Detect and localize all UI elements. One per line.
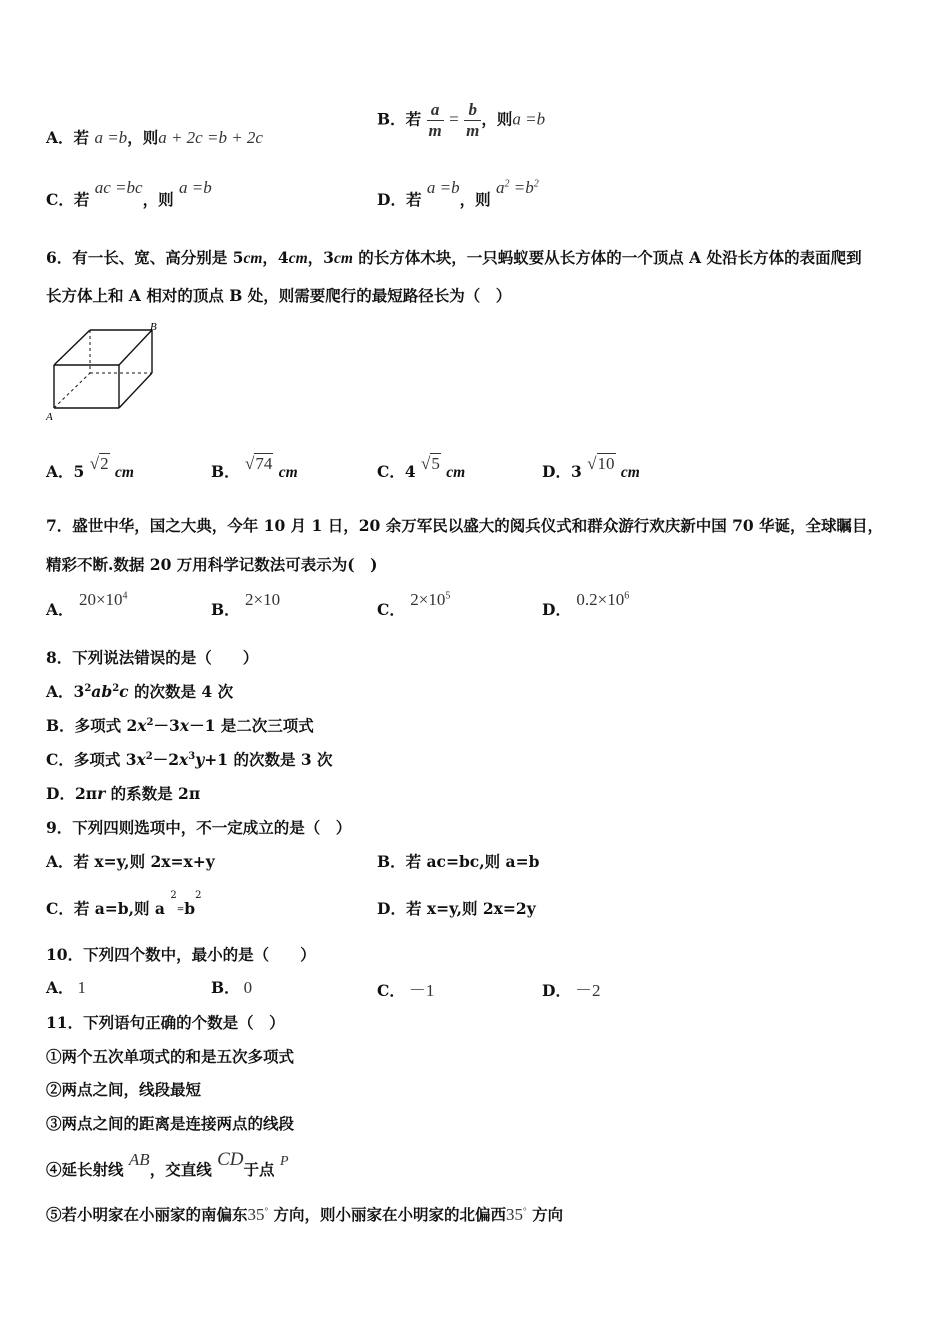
q10-option-a: A． 1	[46, 978, 87, 997]
q8-option-a: A．$3^2ab^2c$ 的次数是 4 次	[46, 682, 234, 701]
q6-option-b: B． √74 cm	[211, 454, 298, 481]
q8-option-c: C．多项式 $3x^2-2x^3y+1$ 的次数是 3 次	[46, 750, 333, 769]
q11-title: 11．下列语句正确的个数是（ ）	[46, 1013, 285, 1032]
cuboid-edge	[119, 330, 152, 365]
q6-stem-line1: 6．有一长、宽、高分别是 5cm，4cm，3cm 的长方体木块，一只蚂蚁要从长方体的一个顶点 A 处沿长方体的表面爬到	[46, 248, 862, 267]
q7-stem-line2: 精彩不断.数据 20 万用科学记数法可表示为( )	[46, 555, 378, 574]
vertex-label-b: B	[150, 321, 157, 333]
q6-option-a: A．5 √2 cm	[46, 454, 134, 481]
q5-a-conclusion: a + 2c =b + 2c	[158, 128, 263, 147]
q11-statement-3: ③两点之间的距离是连接两点的线段	[46, 1114, 295, 1133]
cuboid-hidden-edge	[54, 373, 90, 408]
q10-option-d: D． －2	[542, 981, 601, 1000]
cuboid-edge	[54, 330, 90, 365]
q5-b-fraction-right: $\frac{b}{m}$	[466, 100, 480, 140]
q8-option-b: B．多项式 $2x^2-3x-1$ 是二次三项式	[46, 716, 314, 735]
q11-statement-5: ⑤若小明家在小丽家的南偏东35° 方向，则小丽家在小明家的北偏西35° 方向	[46, 1205, 564, 1224]
q10-option-c: C． －1	[377, 981, 435, 1000]
q9-option-a: A．若 x=y,则 2x=x+y	[46, 852, 215, 871]
q6-option-d: D．3 √10 cm	[542, 454, 640, 481]
q6-option-c: C．4 √5 cm	[377, 454, 466, 481]
q7-option-a: A． $20\times 10^4$	[46, 590, 128, 619]
q7-option-b: B． 2×10	[211, 590, 281, 619]
cuboid-figure	[44, 320, 168, 424]
q9-title: 9．下列四则选项中，不一定成立的是（ ）	[46, 818, 352, 837]
q11-statement-1: ①两个五次单项式的和是五次多项式	[46, 1047, 295, 1066]
q5-option-b: B．若 $\frac{a}{m}$ = $\frac{b}{m}$ ，则a =b	[377, 100, 546, 140]
q5-b-fraction-left: $\frac{a}{m}$	[428, 100, 442, 140]
q11-statement-4: ④延长射线 AB，交直线 CD于点 P	[46, 1149, 289, 1179]
q5-option-a: A．若 a =b，则a + 2c =b + 2c	[46, 128, 263, 147]
q7-option-d: D． $0.2\times 10^6$	[542, 590, 630, 619]
q8-option-d: D．2πr 的系数是 2π	[46, 784, 201, 803]
q5-option-d: D．若 a =b，则 $a^2 =b^2$	[377, 178, 539, 209]
q5-option-c: C．若 ac =bc，则 a =b	[46, 178, 212, 209]
q11-statement-2: ②两点之间，线段最短	[46, 1080, 202, 1099]
q9-option-b: B．若 ac=bc,则 a=b	[377, 852, 540, 871]
q10-option-b: B． 0	[211, 978, 253, 997]
q7-option-c: C． $2\times 10^5$	[377, 590, 451, 619]
q6-stem-line2: 长方体上和 A 相对的顶点 B 处，则需要爬行的最短路径长为（ ）	[46, 286, 512, 305]
q5-a-condition: a =b	[94, 128, 128, 147]
cuboid-edge	[119, 373, 152, 408]
q8-title: 8．下列说法错误的是（ ）	[46, 648, 259, 667]
q10-title: 10．下列四个数中，最小的是（ ）	[46, 945, 316, 964]
q9-option-c: C．若 a=b,则 a $^2=b^2$	[46, 890, 202, 918]
vertex-label-a: A	[46, 411, 53, 423]
q7-stem-line1: 7．盛世中华，国之大典，今年 10 月 1 日，20 余万军民以盛大的阅兵仪式和群众游行欢庆新中国 70 华诞，全球瞩目，	[46, 516, 884, 535]
q9-option-d: D．若 x=y,则 2x=2y	[377, 899, 536, 918]
